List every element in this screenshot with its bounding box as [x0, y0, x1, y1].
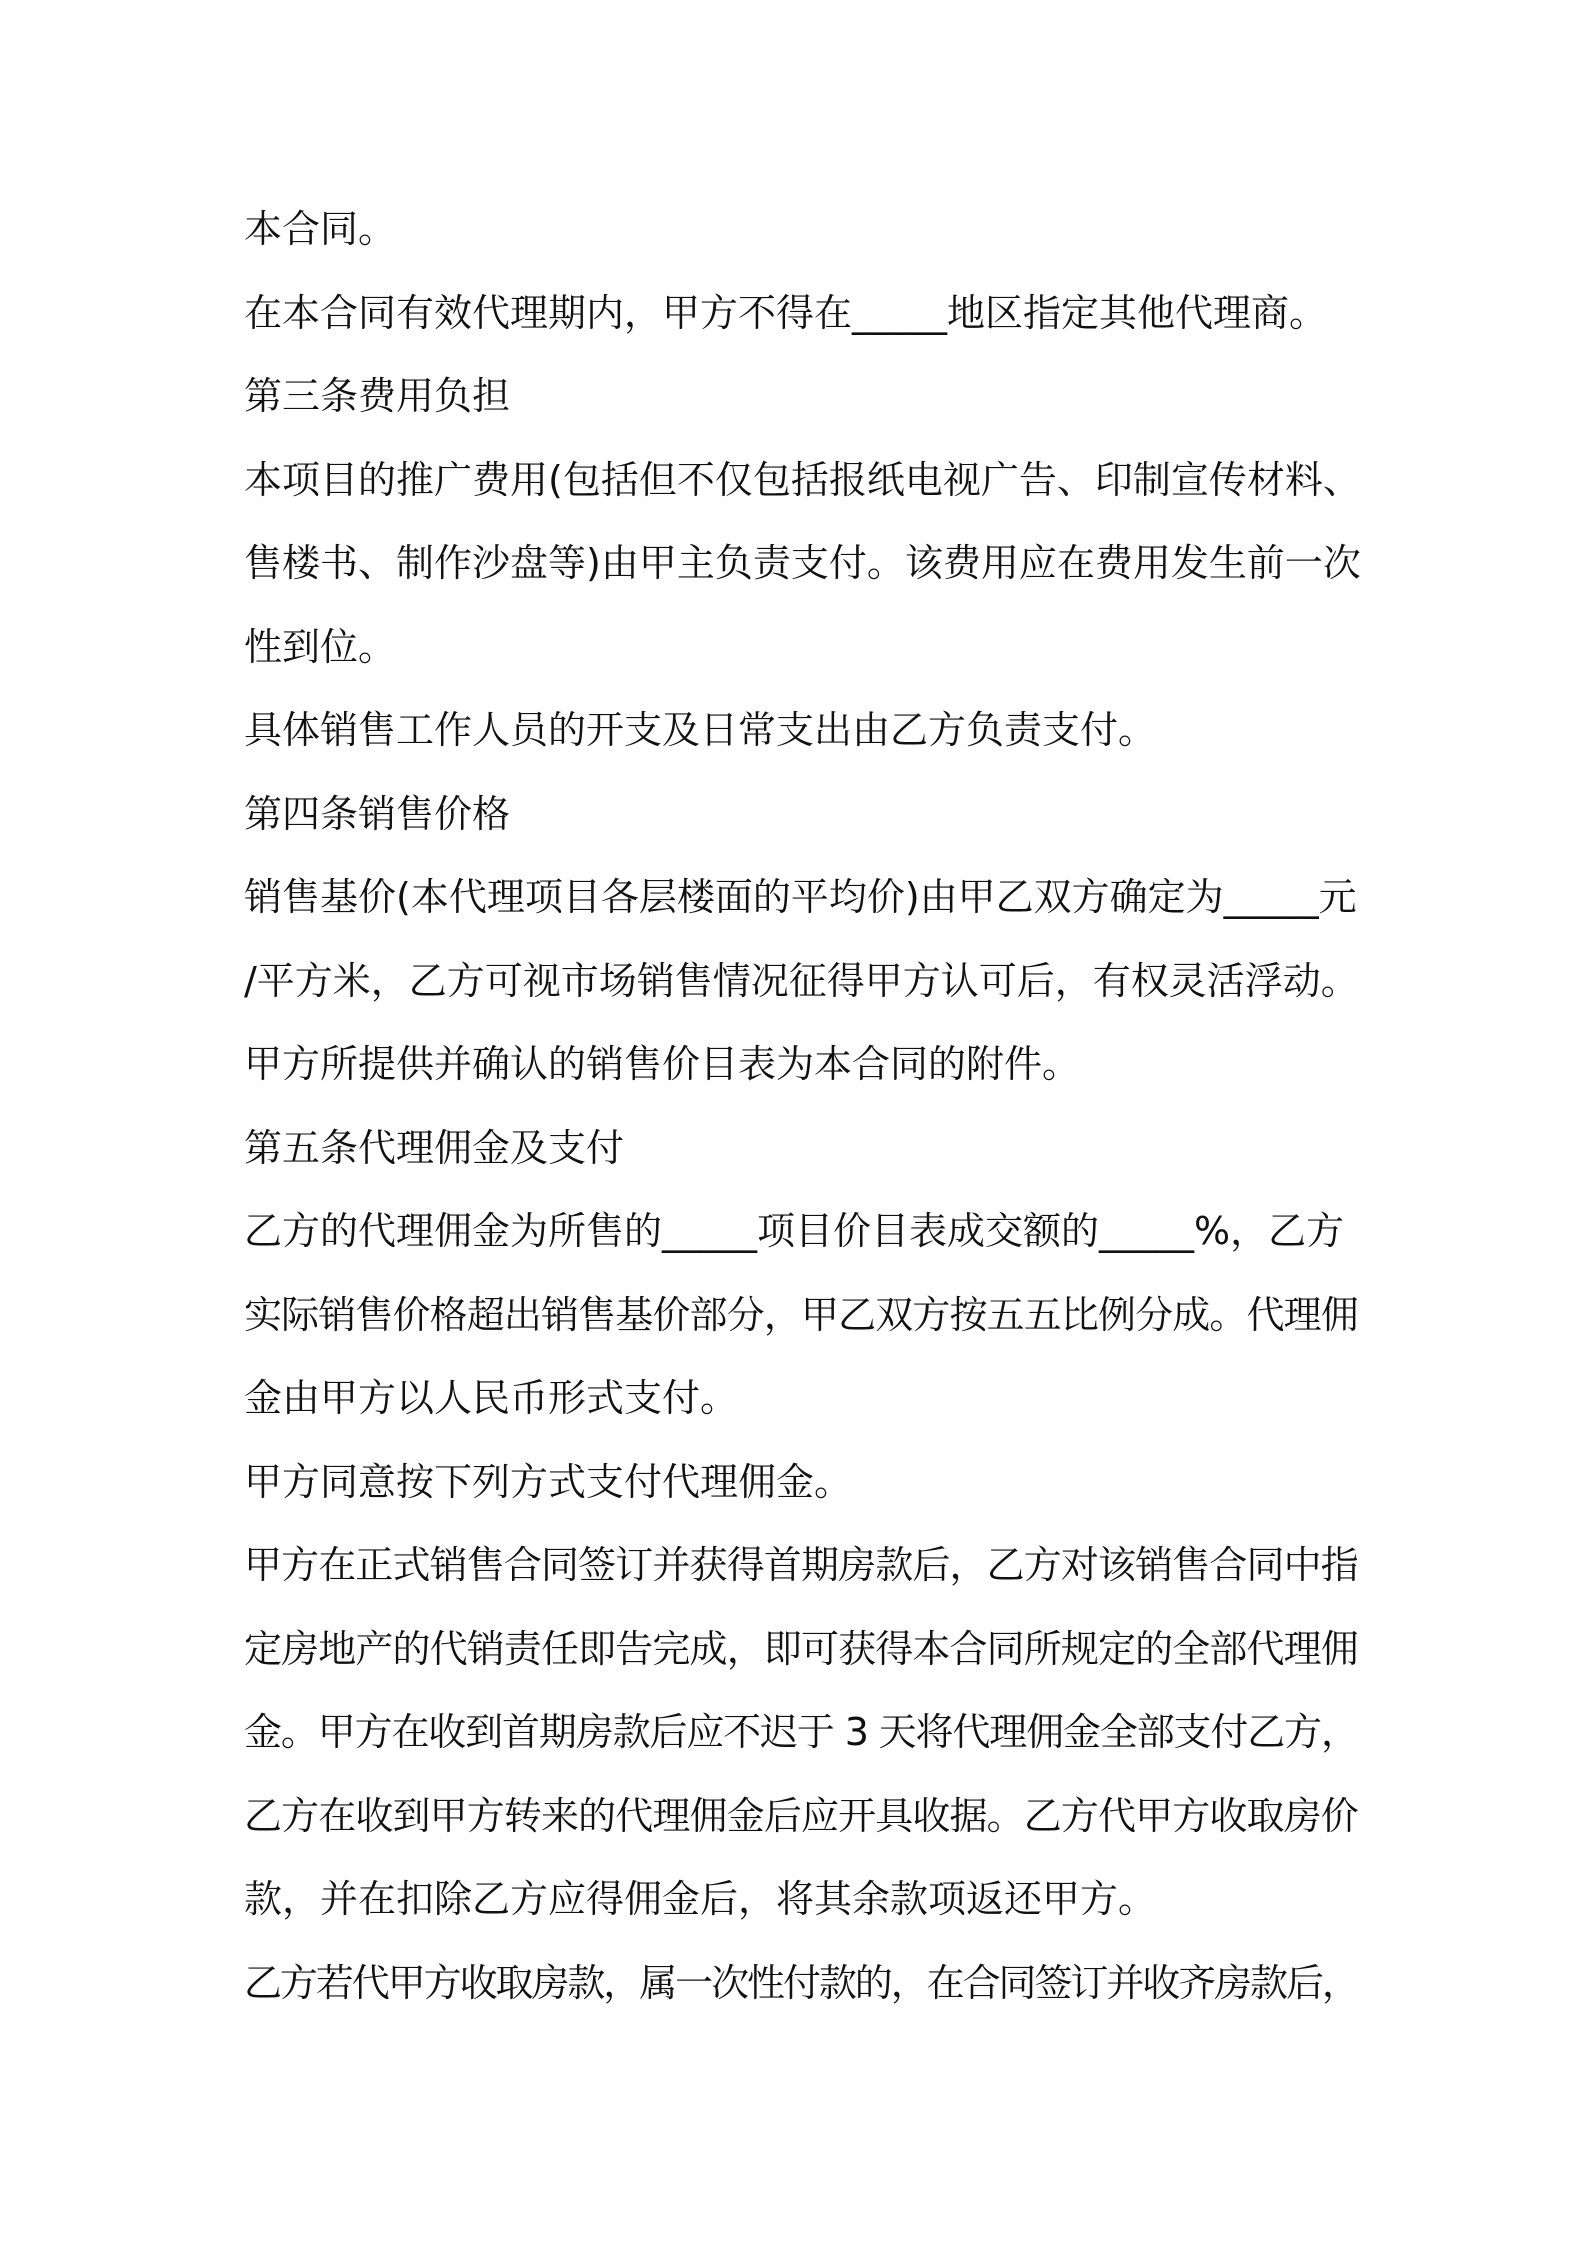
section-heading-4: 第四条销售价格 [244, 792, 511, 836]
text-line-18: 定房地产的代销责任即告完成，即可获得本合同所规定的全部代理佣 [244, 1627, 1358, 1671]
section-heading-3: 第三条费用负担 [244, 374, 511, 418]
text-line-22: 乙方若代甲方收取房款，属一次性付款的，在合同签订并收齐房款后， [244, 1961, 1358, 2005]
text-line-11: 甲方所提供并确认的销售价目表为本合同的附件。 [244, 1042, 1081, 1086]
text-line-17: 甲方在正式销售合同签订并获得首期房款后，乙方对该销售合同中指 [244, 1543, 1358, 1587]
text-line-20: 乙方在收到甲方转来的代理佣金后应开具收据。乙方代甲方收取房价 [244, 1794, 1358, 1838]
text-line-19: 金。甲方在收到首期房款后应不迟于 3 天将代理佣金全部支付乙方， [244, 1710, 1358, 1754]
text-line-7: 具体销售工作人员的开支及日常支出由乙方负责支付。 [244, 708, 1157, 752]
text-line-6: 性到位。 [244, 625, 397, 669]
text-line-13: 乙方的代理佣金为所售的_____项目价目表成交额的_____%，乙方 [244, 1209, 1345, 1253]
text-line-21: 款，并在扣除乙方应得佣金后，将其余款项返还甲方。 [244, 1877, 1157, 1921]
text-line-16: 甲方同意按下列方式支付代理佣金。 [244, 1460, 853, 1504]
text-line-14: 实际销售价格超出销售基价部分，甲乙双方按五五比例分成。代理佣 [244, 1293, 1358, 1337]
text-line-2: 在本合同有效代理期内，甲方不得在_____地区指定其他代理商。 [244, 291, 1328, 335]
section-heading-5: 第五条代理佣金及支付 [244, 1126, 625, 1170]
text-line-9: 销售基价(本代理项目各层楼面的平均价)由甲乙双方确定为_____元 [244, 875, 1357, 919]
text-line-4: 本项目的推广费用(包括但不仅包括报纸电视广告、印制宣传材料、 [244, 458, 1361, 502]
text-line-10: /平方米，乙方可视市场销售情况征得甲方认可后，有权灵活浮动。 [244, 959, 1359, 1003]
text-line-1: 本合同。 [244, 207, 397, 251]
text-line-15: 金由甲方以人民币形式支付。 [244, 1376, 739, 1420]
text-line-5: 售楼书、制作沙盘等)由甲主负责支付。该费用应在费用发生前一次 [244, 541, 1361, 585]
